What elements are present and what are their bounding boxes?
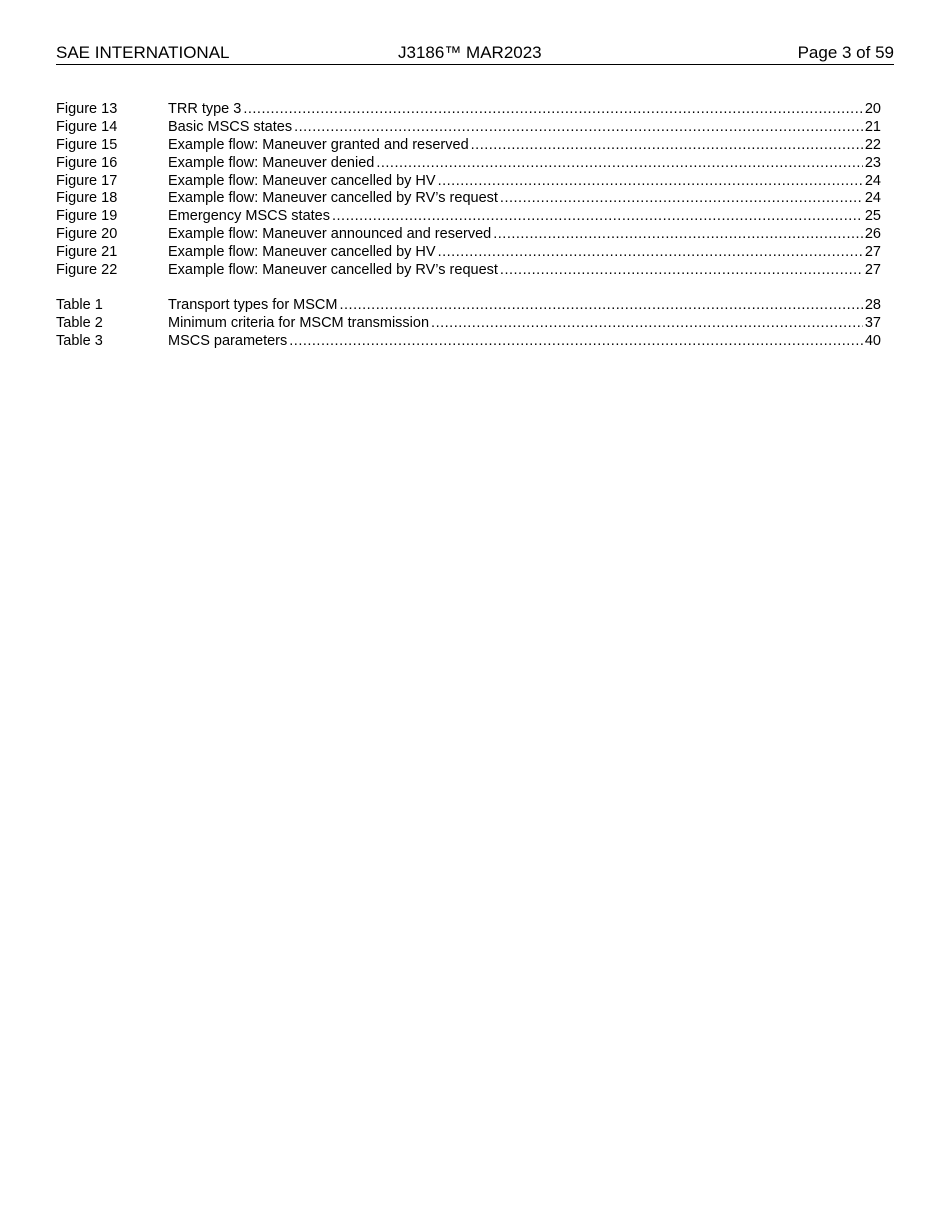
entry-label: Table 3 <box>56 332 103 349</box>
dot-leader <box>500 190 863 208</box>
entry-page: 24 <box>864 172 881 189</box>
entry-page: 24 <box>864 190 881 207</box>
entry-label: Figure 13 <box>56 101 118 117</box>
entry-page: 21 <box>864 118 881 135</box>
entry-page: 25 <box>864 208 881 225</box>
dot-leader <box>500 262 863 280</box>
entry-page: 37 <box>864 314 881 331</box>
entry-page: 23 <box>864 154 881 171</box>
toc-entry[interactable] <box>56 333 881 351</box>
entry-title: Basic MSCS states <box>168 118 293 135</box>
entry-title: Example flow: Maneuver cancelled by HV <box>168 172 436 189</box>
dot-leader <box>438 244 863 262</box>
list-of-figures-and-tables <box>56 101 881 351</box>
entry-page: 27 <box>864 244 881 261</box>
toc-entry[interactable] <box>56 137 881 155</box>
toc-entry[interactable] <box>56 262 881 280</box>
entry-page: 28 <box>864 296 881 313</box>
dot-leader <box>431 315 863 333</box>
section-spacer <box>56 280 881 297</box>
header-organization: SAE INTERNATIONAL <box>56 43 230 62</box>
dot-leader <box>471 137 863 155</box>
toc-entry[interactable] <box>56 155 881 173</box>
entry-label: Figure 21 <box>56 244 118 261</box>
entry-title: Transport types for MSCM <box>168 296 338 313</box>
dot-leader <box>438 173 863 191</box>
entry-label: Table 1 <box>56 296 103 313</box>
entry-label: Figure 16 <box>56 154 118 171</box>
entry-label: Figure 19 <box>56 208 118 225</box>
entry-page: 40 <box>864 332 881 349</box>
entry-title: MSCS parameters <box>168 332 288 349</box>
dot-leader <box>376 155 863 173</box>
entry-title: Example flow: Maneuver cancelled by HV <box>168 244 436 261</box>
entry-page: 26 <box>864 226 881 243</box>
entry-title: Example flow: Maneuver denied <box>168 154 375 171</box>
header-page-number: Page 3 of 59 <box>797 43 894 62</box>
dot-leader <box>289 333 863 351</box>
page-header <box>56 43 894 65</box>
entry-page: 27 <box>864 262 881 279</box>
entry-title: Minimum criteria for MSCM transmission <box>168 314 430 331</box>
entry-label: Figure 18 <box>56 190 118 207</box>
toc-entry[interactable] <box>56 244 881 262</box>
toc-entry[interactable] <box>56 173 881 191</box>
entry-label: Figure 15 <box>56 136 118 153</box>
toc-entry[interactable] <box>56 101 881 119</box>
entry-page: 20 <box>864 101 881 117</box>
toc-entry[interactable] <box>56 315 881 333</box>
entry-title: Example flow: Maneuver announced and reserved <box>168 226 492 243</box>
entry-title: TRR type 3 <box>168 101 242 117</box>
entry-label: Table 2 <box>56 314 103 331</box>
dot-leader <box>243 101 863 119</box>
toc-entry[interactable] <box>56 119 881 137</box>
dot-leader <box>294 119 863 137</box>
toc-entry[interactable] <box>56 190 881 208</box>
header-document-id: J3186™ MAR2023 <box>398 43 542 62</box>
entry-title: Example flow: Maneuver cancelled by RV’s request <box>168 190 498 207</box>
entry-page: 22 <box>864 136 881 153</box>
toc-entry[interactable] <box>56 226 881 244</box>
entry-label: Figure 14 <box>56 118 118 135</box>
entry-title: Example flow: Maneuver cancelled by RV’s request <box>168 262 498 279</box>
entry-label: Figure 22 <box>56 262 118 279</box>
entry-label: Figure 17 <box>56 172 118 189</box>
entry-title: Emergency MSCS states <box>168 208 330 225</box>
toc-entry[interactable] <box>56 297 881 315</box>
dot-leader <box>493 226 863 244</box>
entry-label: Figure 20 <box>56 226 118 243</box>
toc-entry[interactable] <box>56 208 881 226</box>
entry-title: Example flow: Maneuver granted and reserved <box>168 136 469 153</box>
dot-leader <box>339 297 862 315</box>
dot-leader <box>332 208 863 226</box>
